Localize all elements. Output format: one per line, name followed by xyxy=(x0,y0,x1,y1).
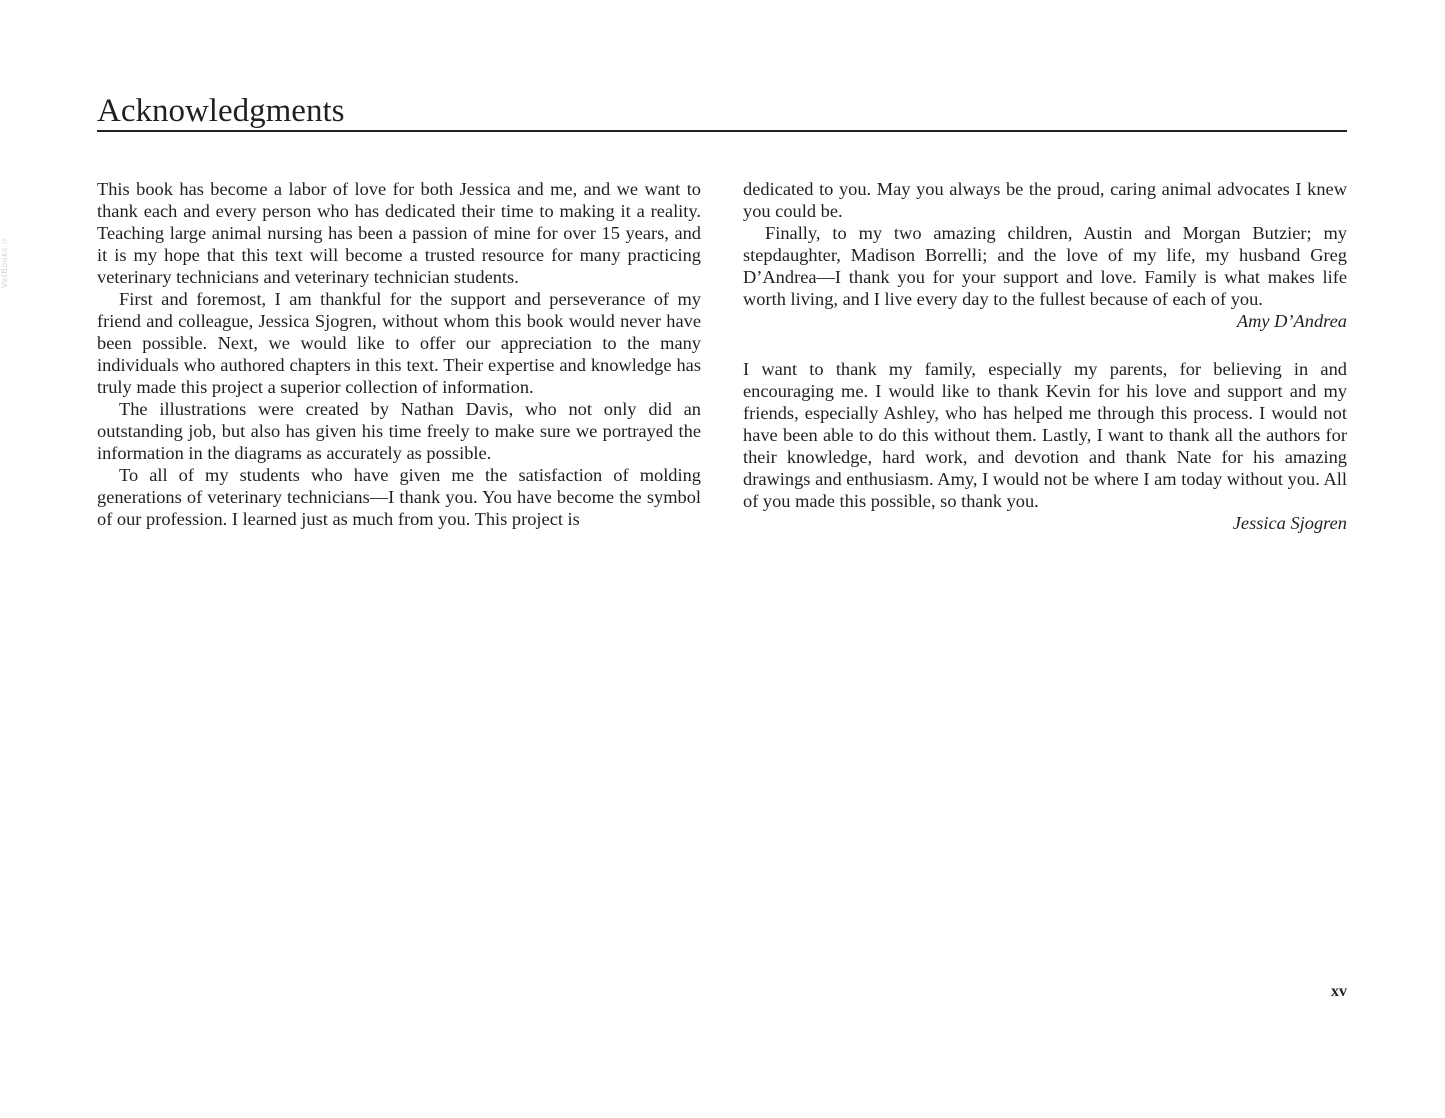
right-column xyxy=(743,178,1347,534)
page-number: xv xyxy=(1331,983,1347,1000)
paragraph-thanks-colleague: First and foremost, I am thankful for the support and perseverance of my friend and colleague, Jessica Sjogren, without whom this book would never have been possible. Next, we would like to offer our appreciation to the many individuals who authored chapters in this text. Their expertise and knowledge has truly made this project a superior collection of information. xyxy=(97,289,701,397)
paragraph-family: Finally, to my two amazing children, Austin and Morgan Butzier; my stepdaughter, Madison Borrelli; and the love of my life, my husband Greg D’Andrea—I thank you for your support and love. Family is what makes life worth living, and I live every day to the fullest because of each of you. xyxy=(743,223,1347,309)
signature-amy: Amy D’Andrea xyxy=(1236,311,1347,331)
section-gap xyxy=(743,332,1347,358)
page-title: Acknowledgments xyxy=(97,93,345,129)
paragraph-students: To all of my students who have given me the satisfaction of molding generations of veterinary technicians—I thank you. You have become the symbol of our profession. I learned just as much from you. This project is xyxy=(97,465,701,529)
paragraph-illustrations: The illustrations were created by Nathan Davis, who not only did an outstanding job, but also has given his time freely to make sure we portrayed the information in the diagrams as accurately as possible. xyxy=(97,399,701,463)
title-rule xyxy=(97,130,1347,132)
paragraph-jessica: I want to thank my family, especially my parents, for believing in and encouraging me. I would like to thank Kevin for his love and support and my friends, especially Ashley, who has helped me through this process. I would not have been able to do this without them. Lastly, I want to thank all the authors for their knowledge, hard work, and devotion and thank Nate for his amazing drawings and enthusiasm. Amy, I would not be where I am today without you. All of you made this possible, so thank you. xyxy=(743,359,1347,511)
watermark-text: VetBooks.ir xyxy=(0,237,9,288)
paragraph-students-continued: dedicated to you. May you always be the proud, caring animal advocates I knew you could be. xyxy=(743,179,1347,221)
left-column xyxy=(97,178,701,530)
signature-jessica: Jessica Sjogren xyxy=(1232,513,1347,533)
paragraph-intro: This book has become a labor of love for both Jessica and me, and we want to thank each and every person who has dedicated their time to making it a reality. Teaching large animal nursing has been a passion of mine for over 15 years, and it is my hope that this text will become a trusted resource for many practicing veterinary technicians and veterinary technician students. xyxy=(97,179,701,287)
